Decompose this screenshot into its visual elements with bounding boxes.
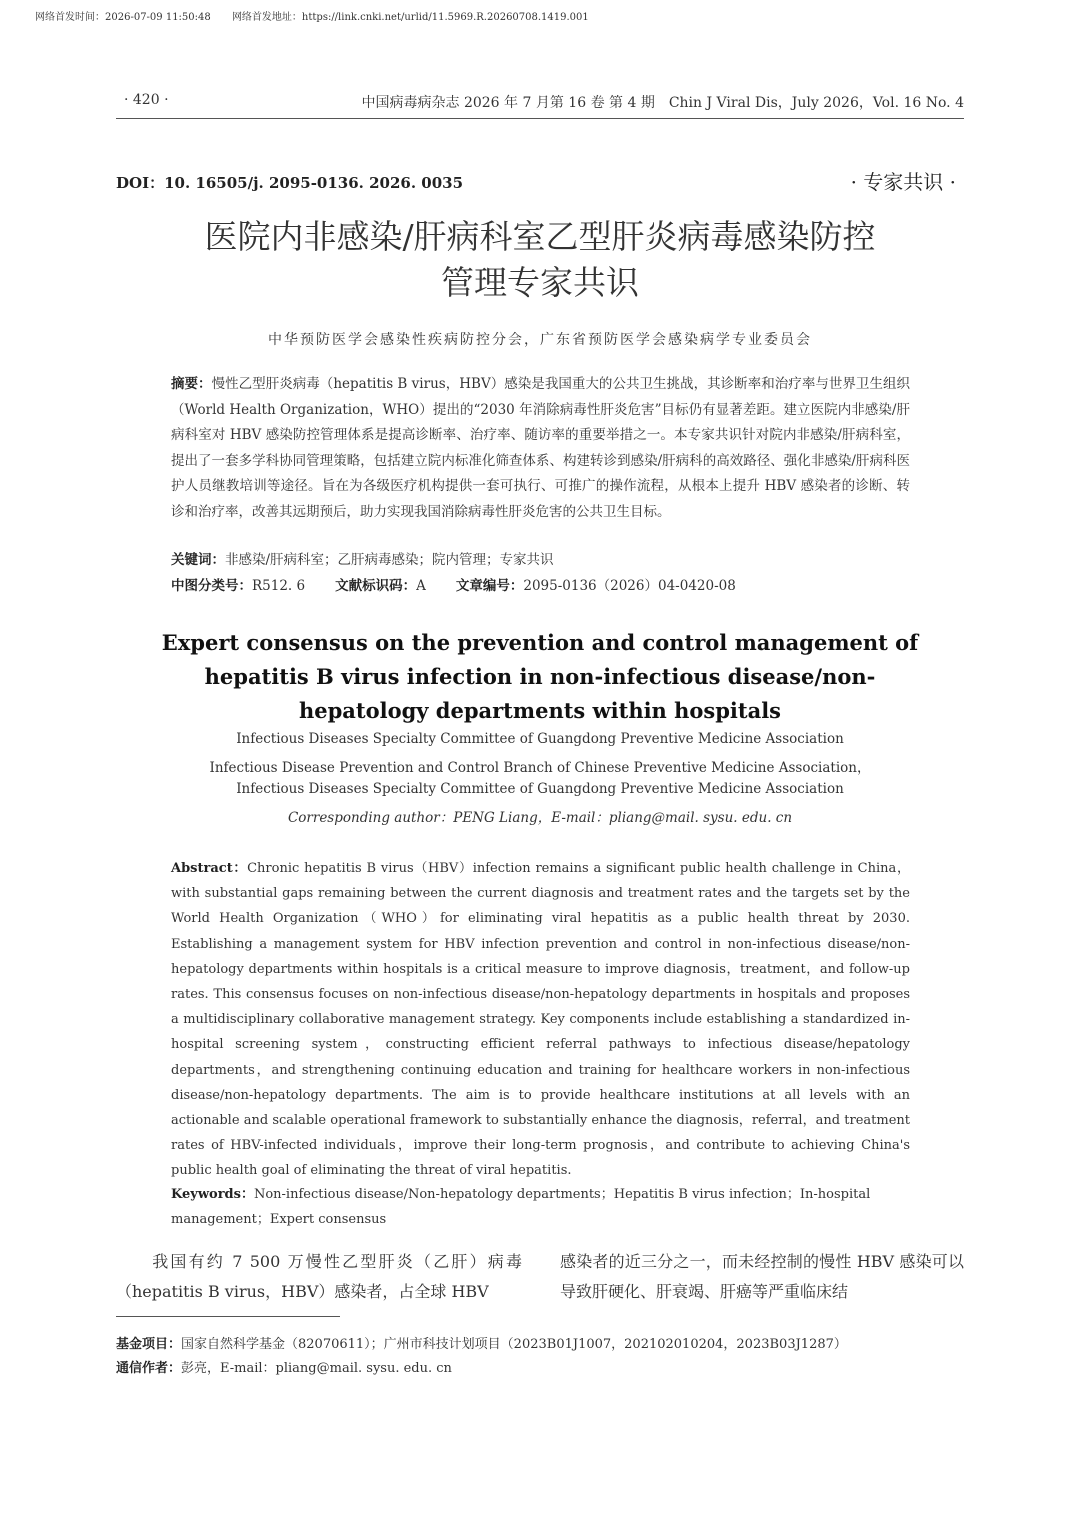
publication-info-bar [35, 8, 607, 23]
keywords-chinese [171, 548, 554, 568]
doc-code-value: A [416, 578, 426, 594]
affiliation-en-1: Infectious Diseases Specialty Committee of Guangdong Preventive Medicine Association [236, 731, 844, 747]
abstract-english [171, 856, 910, 1184]
keywords-english [171, 1182, 910, 1232]
corresponding-author-footnote [116, 1357, 452, 1376]
abstract-chinese [171, 372, 910, 525]
funding-label: 基金项目： [116, 1337, 182, 1352]
corresponding-author-en: Corresponding author：PENG Liang，E-mail：pliang@mail. sysu. edu. cn [287, 810, 793, 826]
corr-text: 彭亮，E-mail：pliang@mail. sysu. edu. cn [181, 1361, 452, 1376]
publish-time: 网络首发时间：2026-07-09 11:50:48 [35, 12, 211, 23]
classification-line [171, 574, 736, 594]
journal-citation: 中国病毒病杂志 2026 年 7 月第 16 卷 第 4 期 Chin J Viral Dis，July 2026，Vol. 16 No. 4 [361, 95, 964, 111]
title-en-line-1: Expert consensus on the prevention and control management of [161, 630, 919, 655]
clc-label: 中图分类号： [171, 578, 252, 594]
body-col1-text: 我国有约 7 500 万慢性乙型肝炎（乙肝）病毒（hepatitis B virus，HBV）感染者，占全球 HBV [116, 1252, 522, 1301]
title-chinese [0, 214, 1080, 306]
article-number-value: 2095-0136（2026）04-0420-08 [523, 578, 736, 594]
publish-address[interactable]: 网络首发地址：https://link.cnki.net/urlid/11.5969.R.20260708.1419.001 [231, 12, 589, 23]
keywords-cn-label: 关键词： [171, 552, 225, 568]
abstract-en-text: Chronic hepatitis B virus（HBV）infection remains a significant public health challenge in China，with substantial gaps remaining between the current diagnosis and treatment rates and the targets set by the World Health Organization（WHO）for eliminating viral hepatitis as a public health threat by 2030. Establishing a management system for HBV infection prevention and control in non-infectious disease/non-hepatology departments within hospitals is a critical measure to improve diagnosis，treatment，and follow-up rates. This consensus focuses on non-infectious disease/non-hepatology departments in hospitals and proposes a multidisciplinary collaborative management strategy. Key components include establishing a standardized in-hospital screening system，constructing efficient referral pathways to infectious disease/hepatology departments，and strengthening continuing education and training for healthcare workers in non-infectious disease/non-hepatology departments. The aim is to provide healthcare institutions at all levels with an actionable and scalable operational framework to substantially enhance the diagnosis，referral，and treatment rates of HBV-infected individuals，improve their long-term prognosis，and contribute to achieving China's public health goal of eliminating the threat of viral hepatitis. [171, 861, 910, 1179]
authors-chinese: 中华预防医学会感染性疾病防控分会，广东省预防医学会感染病学专业委员会 [268, 332, 812, 348]
body-column-right: 感染者的近三分之一，而未经控制的慢性 HBV 感染可以导致肝硬化、肝衰竭、肝癌等严重临床结 [560, 1252, 964, 1301]
doc-code-label: 文献标识码： [335, 578, 417, 594]
abstract-cn-label: 摘要： [171, 376, 212, 392]
title-english [150, 626, 930, 728]
clc-value: R512. 6 [252, 578, 306, 594]
title-en-line-2: hepatitis B virus infection in non-infectious disease/non- [204, 664, 876, 689]
title-en-line-3: hepatology departments within hospitals [298, 698, 782, 723]
footnote-divider [116, 1316, 340, 1317]
title-cn-line-1: 医院内非感染/肝病科室乙型肝炎病毒感染防控 [204, 217, 876, 256]
abstract-cn-text: 慢性乙型肝炎病毒（hepatitis B virus，HBV）感染是我国重大的公共卫生挑战，其诊断率和治疗率与世界卫生组织（World Health Organization，WHO）提出的“2030 年消除病毒性肝炎危害”目标仍有显著差距。建立医院内非感染/肝病科室对 HBV 感染防控管理体系是提高诊断率、治疗率、随访率的重要举措之一。本专家共识针对院内非感染/肝病科室，提出了一套多学科协同管理策略，包括建立院内标准化筛查体系、构建转诊到感染/肝病科的高效路径、强化非感染/肝病科医护人员继教培训等途径。旨在为各级医疗机构提供一套可执行、可推广的操作流程，从根本上提升 HBV 感染者的诊断、转诊和治疗率，改善其远期预后，助力实现我国消除病毒性肝炎危害的公共卫生目标。 [171, 376, 911, 520]
affiliation-en-3: Infectious Diseases Specialty Committee of Guangdong Preventive Medicine Association [236, 781, 844, 797]
running-header [116, 92, 964, 114]
keywords-en-label: Keywords： [171, 1187, 254, 1202]
body-column-left [116, 1247, 522, 1307]
affiliation-en-2: Infectious Disease Prevention and Control Branch of Chinese Preventive Medicine Association， [209, 760, 871, 776]
article-category: · 专家共识 · [850, 170, 956, 194]
keywords-cn-text: 非感染/肝病科室；乙肝病毒感染；院内管理；专家共识 [225, 552, 554, 568]
funding-footnote [116, 1333, 847, 1352]
funding-text: 国家自然科学基金（82070611）；广州市科技计划项目（2023B01J1007，202102010204，2023B03J1287） [181, 1337, 847, 1352]
abstract-en-label: Abstract： [171, 861, 248, 876]
doi[interactable]: DOI：10. 16505/j. 2095-0136. 2026. 0035 [116, 174, 464, 192]
page-number: · 420 · [124, 92, 169, 108]
corr-label: 通信作者： [116, 1361, 182, 1376]
article-number-label: 文章编号： [455, 578, 524, 594]
header-divider [116, 118, 964, 119]
keywords-en-text: Non-infectious disease/Non-hepatology departments；Hepatitis B virus infection；In-hospital management；Expert consensus [171, 1187, 871, 1228]
title-cn-line-2: 管理专家共识 [441, 263, 639, 302]
